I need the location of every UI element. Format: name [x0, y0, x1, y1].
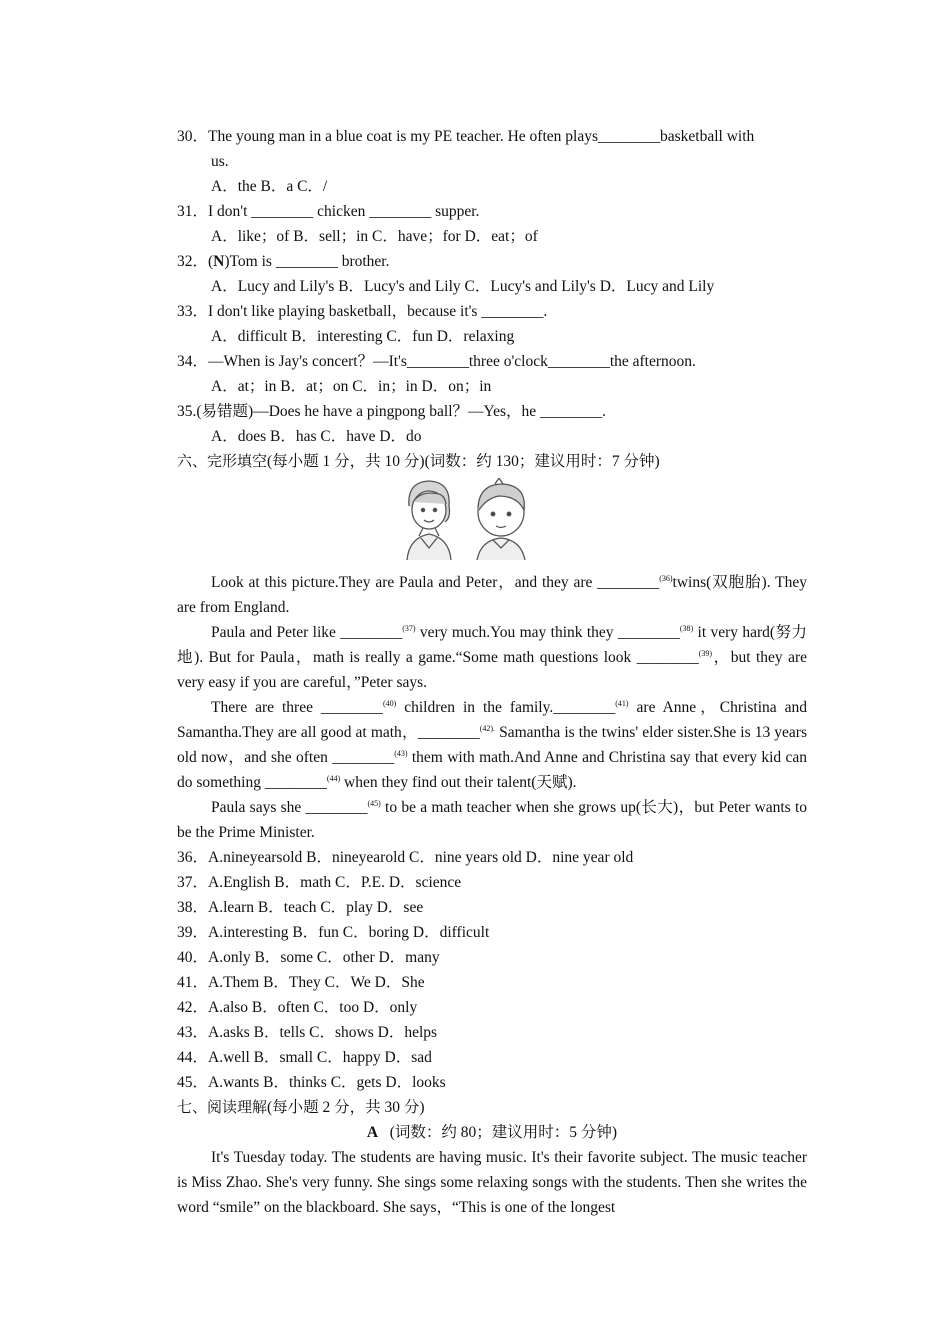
cloze-text: Paula says she ________ [211, 799, 368, 816]
blank-38-number: (38) [679, 624, 694, 633]
cloze-option-42: 42．A.also B．often C．too D．only [177, 999, 418, 1016]
cloze-option-39: 39．A.interesting B．fun C．boring D．difficult [177, 924, 490, 941]
q33-stem: 33．I don't like playing basketball，because it's ________. [177, 303, 548, 320]
cloze-text: Look at this picture.They are Paula and Peter，and they are ________ [211, 574, 660, 591]
q33-options: A．difficult B．interesting C．fun D．relaxing [211, 328, 515, 345]
q34-stem: 34．—When is Jay's concert？—It's________three o'clock________the afternoon. [177, 353, 696, 370]
cloze-text: when they find out their talent(天赋). [340, 774, 577, 791]
cloze-option-41: 41．A.Them B．They C．We D．She [177, 974, 425, 991]
blank-45-number: (45) [367, 799, 381, 808]
q35-options: A．does B．has C．have D．do [211, 428, 422, 445]
twins-picture [177, 478, 807, 564]
passage-a-label: A [366, 1124, 379, 1141]
blank-36-number: (36) [659, 574, 673, 583]
cloze-text: them with math.And Anne and Christina say that every kid can do something ________ [177, 749, 807, 791]
cloze-option-36: 36．A.nineyearsold B．nineyearold C．nine years old D．nine year old [177, 849, 634, 866]
blank-40-number: (40) [382, 699, 397, 708]
cloze-text: There are three ________ [211, 699, 383, 716]
boy-figure [477, 478, 525, 560]
cloze-text: it very hard(努力地). But for Paula，math is really a game.“Some math questions look ________ [177, 624, 808, 666]
q32-suffix: )Tom is ________ brother. [224, 253, 390, 270]
q31-stem: 31．I don't ________ chicken ________ supper. [177, 203, 480, 220]
blank-44-number: (44) [326, 774, 341, 783]
section7-heading [177, 1095, 807, 1120]
cloze-paragraph-4 [177, 795, 807, 845]
q35-stem: 35.(易错题)—Does he have a pingpong ball？—Yes，he ________. [177, 403, 606, 420]
cloze-paragraph-3 [177, 695, 807, 795]
blank-43-number: (43) [394, 749, 408, 758]
blank-42-number: (42). [479, 724, 496, 733]
cloze-text: are Anne，Christina and Samantha.They are all good at math，________ [177, 699, 807, 741]
blank-37-number: (37) [402, 624, 416, 633]
section6-note: (每小题 1 分，共 10 分)(词数：约 130；建议用时：7 分钟) [267, 453, 660, 470]
q32-stem [177, 249, 807, 274]
cloze-option-40: 40．A.only B．some C．other D．many [177, 949, 440, 966]
section7-note: (每小题 2 分，共 30 分) [267, 1099, 425, 1116]
cloze-text: Paula and Peter like ________ [211, 624, 403, 641]
twins-illustration [399, 478, 539, 560]
cloze-paragraph-1 [177, 570, 807, 620]
passage-a-heading [177, 1120, 807, 1145]
q30-stem-cont: us. [211, 153, 229, 170]
q32-prefix: 32．( [177, 253, 214, 270]
girl-figure [407, 481, 451, 560]
cloze-text: to be a math teacher when she grows up(长大)，but Peter wants to be the Prime Minister. [177, 799, 807, 841]
q30-stem: 30．The young man in a blue coat is my PE teacher. He often plays________basketball with [177, 128, 755, 145]
section6-heading [177, 449, 807, 474]
q34-options: A．at；in B．at；on C．in；in D．on；in [211, 378, 492, 395]
cloze-option-38: 38．A.learn B．teach C．play D．see [177, 899, 424, 916]
cloze-text: twins(双胞胎). [672, 574, 771, 591]
cloze-option-44: 44．A.well B．small C．happy D．sad [177, 1049, 432, 1066]
exam-page [177, 124, 807, 1220]
passage-a-text: It's Tuesday today. The students are having music. It's their favorite subject. The music teacher is Miss Zhao. She's very funny. She sings some relaxing songs with the students. Then she writes the word “smile” on the blackboard. She says，“This is one of the longest [177, 1149, 807, 1216]
section6-title: 六、完形填空 [177, 452, 268, 470]
blank-41-number: (41) [615, 699, 629, 708]
passage-a-note: (词数：约 80；建议用时：5 分钟) [389, 1124, 618, 1141]
blank-39-number: (39) [698, 649, 713, 658]
q31-options: A．like；of B．sell；in C．have；for D．eat；of [211, 228, 538, 245]
cloze-text: They are from England. [177, 574, 807, 616]
cloze-text: Samantha is the twins' elder sister.She is 13 years old now，and she often ________ [177, 724, 807, 766]
section7-title: 七、阅读理解 [177, 1098, 268, 1116]
q32-options: A．Lucy and Lily's B．Lucy's and Lily C．Lucy's and Lily's D．Lucy and Lily [211, 278, 715, 295]
cloze-text: children in the family.________ [396, 699, 616, 716]
q32-bold: N [213, 253, 225, 270]
cloze-paragraph-2 [177, 620, 807, 695]
cloze-text: very much.You may think they ________ [415, 624, 680, 641]
cloze-option-43: 43．A.asks B．tells C．shows D．helps [177, 1024, 438, 1041]
cloze-option-45: 45．A.wants B．thinks C．gets D．looks [177, 1074, 446, 1091]
cloze-option-37: 37．A.English B．math C．P.E. D．science [177, 874, 462, 891]
cloze-text: ，but they are very easy if you are careful，”Peter says. [177, 649, 807, 691]
q30-options: A．the B．a C．/ [211, 178, 328, 195]
